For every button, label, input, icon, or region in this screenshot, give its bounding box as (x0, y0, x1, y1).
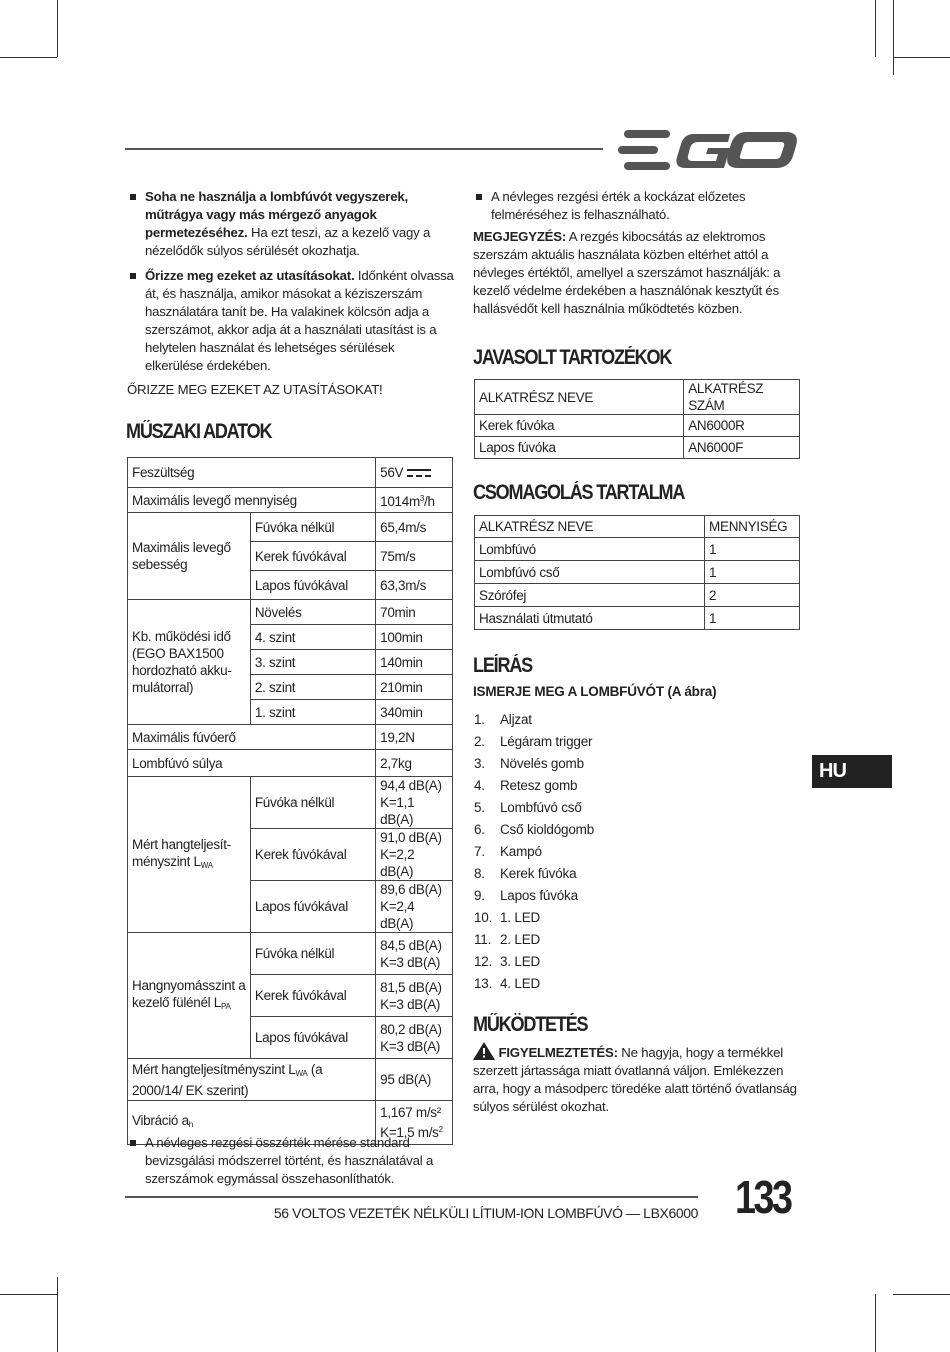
crop-mark (875, 1294, 876, 1352)
specs-table (127, 457, 453, 1145)
runtime-mode: Növelés (250, 600, 375, 625)
force-label: Maximális fúvóerő (128, 725, 376, 750)
speed-value: 75m/s (376, 542, 453, 571)
description-subheading: ISMERJE MEG A LOMBFÚVÓT (A ábra) (473, 684, 717, 699)
package-table (474, 515, 800, 630)
airflow-label: Maximális levegő mennyiség (128, 488, 376, 513)
header-rule (125, 148, 603, 150)
accessories-heading: JAVASOLT TARTOZÉKOK (473, 346, 672, 369)
package-heading: CSOMAGOLÁS TARTALMA (473, 481, 685, 504)
weight-value: 2,7kg (376, 750, 453, 777)
accessories-col-name: ALKATRÉSZ NEVE (475, 380, 684, 415)
footer-rule (125, 1196, 698, 1198)
accessories-table (474, 379, 800, 459)
force-value: 19,2N (376, 725, 453, 750)
speed-mode: Kerek fúvókával (250, 542, 375, 571)
list-item: 1. Aljzat (474, 712, 532, 727)
list-item: 2. Légáram trigger (474, 734, 593, 749)
runtime-mode: 1. szint (250, 700, 375, 725)
speed-value: 63,3m/s (376, 571, 453, 600)
runtime-value: 70min (376, 600, 453, 625)
voltage-value: 56V (376, 458, 453, 488)
weight-label: Lombfúvó súlya (128, 750, 376, 777)
crop-mark (0, 1294, 57, 1295)
crop-mark (893, 0, 894, 75)
package-col-name: ALKATRÉSZ NEVE (475, 516, 705, 538)
runtime-label: Kb. működési idő (EGO BAX1500 hordozható akku-mulátorral) (128, 600, 251, 725)
package-item-qty: 1 (705, 538, 800, 561)
keep-notice: ŐRIZZE MEG EZEKET AZ UTASÍTÁSOKAT! (127, 382, 383, 397)
runtime-mode: 3. szint (250, 650, 375, 675)
list-item: 12. 3. LED (474, 954, 541, 969)
bullet-vibration-measurement: A névleges rezgési összérték mérése standard bevizsgálási módszerrel történt, és használatával a szerszámok egymással összehasonlíthatók. (127, 1134, 445, 1188)
crop-mark (0, 57, 57, 58)
sound-pressure-value: 80,2 dB(A) K=3 dB(A) (376, 1017, 453, 1059)
voltage-label: Feszültség (128, 458, 376, 488)
crop-mark (57, 0, 58, 57)
runtime-mode: 4. szint (250, 625, 375, 650)
list-item: 9. Lapos fúvóka (474, 888, 578, 903)
list-item: 7. Kampó (474, 844, 542, 859)
sound-pressure-mode: Fúvóka nélkül (250, 933, 375, 975)
eu-sound-label: Mért hangteljesítményszint $L_{WA}$ (a 2000/14/ EK szerint) (128, 1059, 376, 1101)
note-paragraph: MEGJEGYZÉS: A rezgés kibocsátás az elektromos szerszám aktuális használata közben eltérhet attól a névleges értéktől, amellyel a szerszámot használják: a kezelő védelme érdekében a használónak kesztyűt és hallásvédőt kell használnia működtetés közben. (473, 229, 781, 316)
bullet-chemicals: Soha ne használja a lombfúvót vegyszerek, műtrágya vagy más mérgező anyagok permetezéséhez. Ha ezt teszi, az a kezelő vagy a nézelődők súlyos sérülését okozhatja. (127, 188, 455, 260)
vibration-label: Vibráció $a_h$ (128, 1101, 376, 1145)
speed-value: 65,4m/s (376, 513, 453, 542)
sound-power-label: Mért hangteljesít-ményszint $L_{WA}$ (128, 777, 251, 933)
runtime-mode: 2. szint (250, 675, 375, 700)
runtime-value: 100min (376, 625, 453, 650)
operation-heading: MŰKÖDTETÉS (473, 1013, 588, 1036)
list-item: 10. 1. LED (474, 910, 541, 925)
parts-list (474, 709, 594, 995)
crop-mark (893, 1294, 950, 1295)
sound-power-mode: Kerek fúvókával (250, 829, 375, 881)
list-item: 5. Lombfúvó cső (474, 800, 582, 815)
list-item: 11. 2. LED (474, 932, 541, 947)
sound-pressure-value: 81,5 dB(A) K=3 dB(A) (376, 975, 453, 1017)
sound-power-value: 91,0 dB(A) K=2,2 dB(A) (376, 829, 453, 881)
dc-symbol-icon (407, 468, 431, 478)
list-item: 8. Kerek fúvóka (474, 866, 577, 881)
footer-title: 56 VOLTOS VEZETÉK NÉLKÜLI LÍTIUM-ION LOMBFÚVÓ — LBX6000 (273, 1205, 698, 1221)
eu-sound-value: 95 dB(A) (376, 1059, 453, 1101)
accessories-col-number: ALKATRÉSZ SZÁM (684, 380, 800, 415)
list-item: 4. Retesz gomb (474, 778, 578, 793)
crop-mark (57, 1277, 58, 1352)
sound-pressure-mode: Lapos fúvókával (250, 1017, 375, 1059)
warning-paragraph: FIGYELMEZTETÉS: Ne hagyja, hogy a termékkel szerzett jártassága miatt óvatlanná váljon. Emlékezzen arra, hogy a másodperc töredéke alatt történő óvatlanság súlyos sérülést okozhat. (473, 1042, 803, 1116)
sound-pressure-mode: Kerek fúvókával (250, 975, 375, 1017)
speed-mode: Lapos fúvókával (250, 571, 375, 600)
speed-label: Maximális levegő sebesség (128, 513, 251, 600)
sound-power-value: 89,6 dB(A) K=2,4 dB(A) (376, 881, 453, 933)
package-item-name: Lombfúvó (475, 538, 705, 561)
sound-pressure-label: Hangnyomásszint a kezelő fülénél $L_{PA}$ (128, 933, 251, 1059)
warning-triangle-icon (473, 1042, 495, 1060)
list-item: 6. Cső kioldógomb (474, 822, 595, 837)
accessory-number: AN6000F (684, 437, 800, 459)
package-item-name: Használati útmutató (475, 607, 705, 630)
description-heading: LEÍRÁS (473, 654, 533, 677)
ego-logo (618, 130, 800, 173)
bullet-keep-instructions: Őrizze meg ezeket az utasításokat. Időnként olvassa át, és használja, amikor másokat a kéziszerszám használatára tanít be. Ha valakinek kölcsön adja a szerszámot, akkor adja át a használati utasítást is a helytelen használat és lehetséges sérülések elkerülése érdekében. (127, 267, 455, 375)
sound-power-value: 94,4 dB(A) K=1,1 dB(A) (376, 777, 453, 829)
crop-mark (893, 57, 950, 58)
accessory-number: AN6000R (684, 415, 800, 437)
package-item-name: Szórófej (475, 584, 705, 607)
tech-data-heading: MŰSZAKI ADATOK (126, 420, 272, 443)
speed-mode: Fúvóka nélkül (250, 513, 375, 542)
bullet-vibration-assessment: A névleges rezgési érték a kockázat előzetes felméréséhez is felhasználható. (473, 188, 801, 224)
accessory-name: Kerek fúvóka (475, 415, 684, 437)
page-number: 133 (735, 1171, 791, 1223)
sound-pressure-value: 84,5 dB(A) K=3 dB(A) (376, 933, 453, 975)
runtime-value: 210min (376, 675, 453, 700)
package-col-qty: MENNYISÉG (705, 516, 800, 538)
accessory-name: Lapos fúvóka (475, 437, 684, 459)
sound-power-mode: Fúvóka nélkül (250, 777, 375, 829)
list-item: 3. Növelés gomb (474, 756, 584, 771)
package-item-qty: 2 (705, 584, 800, 607)
package-item-qty: 1 (705, 561, 800, 584)
airflow-value: $1014m^3/h$ (376, 488, 453, 513)
package-item-qty: 1 (705, 607, 800, 630)
package-item-name: Lombfúvó cső (475, 561, 705, 584)
sound-power-mode: Lapos fúvókával (250, 881, 375, 933)
list-item: 13. 4. LED (474, 976, 541, 991)
crop-mark (875, 0, 876, 57)
runtime-value: 340min (376, 700, 453, 725)
vibration-value: 1,167 m/s² K=1,5 $m/s^2$ (376, 1101, 453, 1145)
language-tab: HU (812, 755, 892, 788)
runtime-value: 140min (376, 650, 453, 675)
